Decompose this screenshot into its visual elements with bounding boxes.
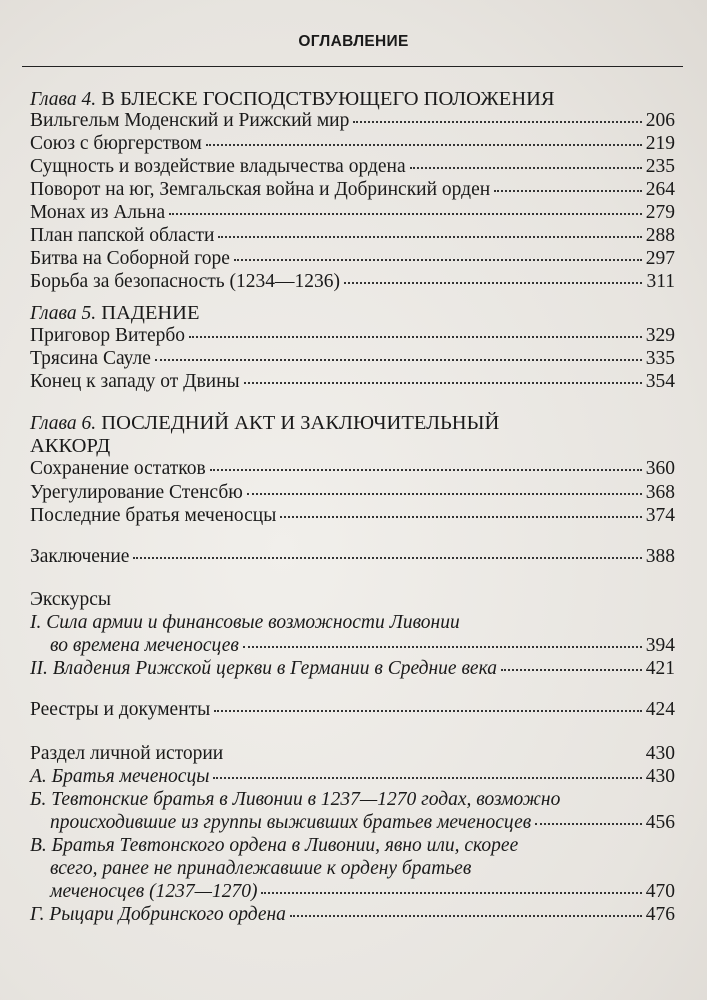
toc-entry-title: А. Братья меченосцы [30,766,210,787]
toc-entry[interactable] [30,132,675,156]
toc-entry[interactable] [30,201,675,225]
dot-leader [218,236,641,238]
dot-leader [280,516,641,518]
toc-entry-title: Битва на Соборной горе [30,248,230,269]
dot-leader [213,777,641,779]
excursus-item-1-line-1[interactable]: I. Сила армии и финансовые возможности Ливонии [30,612,460,633]
toc-entry-conclusion[interactable] [30,545,675,569]
toc-entry-page: 394 [645,635,675,656]
toc-entry-title: Заключение [30,546,130,567]
chapter-4-heading [30,87,675,111]
toc-entry-personal-a[interactable] [30,765,675,789]
dot-leader [247,493,642,495]
toc-entry-title: Борьба за безопасность (1234—1236) [30,271,341,292]
chapter-4-label: Глава 4. [30,89,97,110]
dot-leader [234,259,642,261]
toc-entry[interactable] [30,347,675,371]
chapter-5-label: Глава 5. [30,303,97,324]
dot-leader [501,669,642,671]
toc-entry[interactable] [30,109,675,133]
toc-entry-page: 424 [645,699,675,720]
chapter-4-title: В БЛЕСКЕ ГОСПОДСТВУЮЩЕГО ПОЛОЖЕНИЯ [101,88,555,110]
toc-entry-title: Союз с бюргерством [30,133,202,154]
toc-entry-title: Урегулирование Стенсбю [30,482,243,503]
dot-leader [210,469,642,471]
toc-entry-title: Поворот на юг, Земгальская война и Добринский орден [30,179,491,200]
toc-entry-page: 368 [645,482,675,503]
toc-entry-title: Реестры и документы [30,699,211,720]
toc-entry-page: 206 [645,110,675,131]
chapter-6-title: ПОСЛЕДНИЙ АКТ И ЗАКЛЮЧИТЕЛЬНЫЙ [101,412,500,434]
personal-b-line-1[interactable]: Б. Тевтонские братья в Ливонии в 1237—1270 годах, возможно [30,789,561,810]
chapter-6-label: Глава 6. [30,413,97,434]
toc-entry-page: 279 [645,202,675,223]
toc-entry-title: Приговор Витербо [30,325,186,346]
toc-entry[interactable] [30,247,675,271]
header-rule [22,66,683,67]
dot-leader [353,121,641,123]
toc-entry-registers[interactable] [30,698,675,722]
dot-leader [244,382,642,384]
chapter-5-heading [30,301,675,325]
toc-entry-page: 430 [645,766,675,787]
chapter-6-heading [30,411,675,435]
dot-leader [155,359,642,361]
toc-entry-title: во времена меченосцев [50,635,239,656]
toc-entry-page: 354 [645,371,675,392]
dot-leader [133,557,641,559]
toc-entry[interactable] [30,481,675,505]
toc-entry[interactable] [30,370,675,394]
dot-leader [494,190,642,192]
dot-leader [189,336,642,338]
dot-leader [261,892,641,894]
spacer [227,754,642,756]
toc-entry-title: II. Владения Рижской церкви в Германии в Средние века [30,658,497,679]
toc-entry-page: 388 [645,546,675,567]
toc-entry[interactable] [30,155,675,179]
toc-entry-personal-g[interactable] [30,903,675,927]
toc-entry-page: 456 [645,812,675,833]
toc-entry-personal-v[interactable] [50,880,675,904]
dot-leader [243,646,642,648]
toc-entry-page: 476 [645,904,675,925]
toc-entry-page: 235 [645,156,675,177]
personal-v-line-2[interactable]: всего, ранее не принадлежавшие к ордену братьев [50,858,472,879]
dot-leader [344,282,642,284]
toc-entry-title: Сохранение остатков [30,458,206,479]
excursus-heading: Экскурсы [30,589,111,610]
toc-entry-page: 297 [645,248,675,269]
toc-entry-page: 421 [645,658,675,679]
toc-entry[interactable] [30,178,675,202]
toc-entry-excursus-1[interactable] [50,634,675,658]
toc-entry-title: Г. Рыцари Добринского ордена [30,904,286,925]
toc-entry[interactable] [30,270,675,294]
toc-entry-title: Последние братья меченосцы [30,505,277,526]
toc-entry-page: 360 [645,458,675,479]
toc-entry-page: 219 [645,133,675,154]
chapter-5-title: ПАДЕНИЕ [101,302,200,324]
toc-entry-page: 335 [645,348,675,369]
toc-entry-title: Трясина Сауле [30,348,151,369]
dot-leader [535,823,642,825]
toc-entry-page: 329 [645,325,675,346]
toc-entry-page: 264 [645,179,675,200]
dot-leader [206,144,642,146]
toc-entry[interactable] [30,504,675,528]
toc-entry-title: Вильгельм Моденский и Рижский мир [30,110,350,131]
toc-entry[interactable] [30,324,675,348]
toc-entry-page: 430 [645,743,675,764]
toc-entry-page: 288 [645,225,675,246]
toc-entry-title: План папской области [30,225,215,246]
toc-entry-title: меченосцев (1237—1270) [50,881,258,902]
personal-v-line-1[interactable]: В. Братья Тевтонского ордена в Ливонии, явно или, скорее [30,835,519,856]
toc-entry-page: 470 [645,881,675,902]
dot-leader [169,213,642,215]
toc-entry-page: 311 [646,271,675,292]
toc-entry-page: 374 [645,505,675,526]
chapter-6-title-cont: АККОРД [30,435,111,457]
toc-entry-excursus-2[interactable] [30,657,675,681]
page-header: ОГЛАВЛЕНИЕ [298,33,409,50]
dot-leader [290,915,642,917]
dot-leader [410,167,642,169]
toc-entry-title: Раздел личной истории [30,743,224,764]
toc-entry-title: Сущность и воздействие владычества ордена [30,156,406,177]
toc-entry-title: Монах из Альна [30,202,166,223]
toc-entry-personal-history[interactable] [30,742,675,766]
toc-entry-title: происходившие из группы выживших братьев меченосцев [50,812,532,833]
toc-entry-title: Конец к западу от Двины [30,371,240,392]
toc-entry[interactable] [30,224,675,248]
dot-leader [214,710,641,712]
toc-entry-personal-b[interactable] [50,811,675,835]
toc-entry[interactable] [30,457,675,481]
